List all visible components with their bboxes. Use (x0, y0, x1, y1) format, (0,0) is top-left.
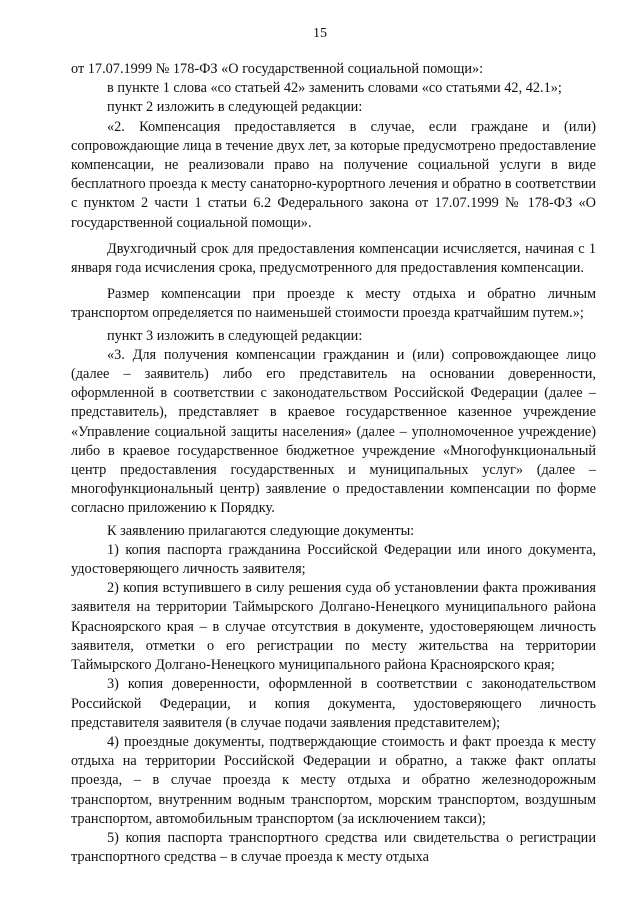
paragraph-3: пункт 2 изложить в следующей редакции: (107, 99, 363, 116)
paragraph-8: «3. Для получения компенсации гражданин и (или) сопровождающее лицо (далее – заявитель) либо его представитель на основании доверенности, оформленной в соответствии с законодательством Российской Федерации (далее – представитель), представляет в краевое государственное казенное учреждение «Управление социальной защиты населения» (далее – уполномоченное учреждение) либо в краевое государственное бюджетное учреждение «Многофункциональный центр предоставления государственных и муниципальных услуг» (далее – многофункциональный центр) заявление о предоставлении компенсации по форме согласно приложению к Порядку. (71, 346, 596, 517)
paragraph-2: в пункте 1 слова «со статьей 42» заменить словами «со статьями 42, 42.1»; (107, 80, 562, 97)
paragraph-14: 5) копия паспорта транспортного средства или свидетельства о регистрации транспортного средства – в случае проезда к месту отдыха (71, 829, 596, 866)
paragraph-12: 3) копия доверенности, оформленной в соответствии с законодательством Российской Федерации, и копия документа, удостоверяющего личность представителя заявителя (в случае подачи заявления представителем); (71, 676, 596, 731)
paragraph-1: от 17.07.1999 № 178-ФЗ «О государственной социальной помощи»: (71, 61, 484, 77)
paragraph-10: 1) копия паспорта гражданина Российской Федерации или иного документа, удостоверяющего личность заявителя; (71, 541, 596, 578)
document-body (71, 60, 596, 867)
paragraph-4: «2. Компенсация предоставляется в случае, если граждане и (или) сопровождающие лица в течение двух лет, за которые предусмотрено предоставление компенсации, не реализовали право на получение социальной услуги в виде бесплатного проезда к месту санаторно-курортного лечения и обратно в соответствии с пунктом 2 части 1 статьи 6.2 Федерального закона от 17.07.1999 № 178-ФЗ «О государственной социальной помощи». (71, 118, 596, 231)
paragraph-5: Двухгодичный срок для предоставления компенсации исчисляется, начиная с 1 января года исчисления срока, предусмотренного для предоставления компенсации. (71, 240, 596, 277)
paragraph-9: К заявлению прилагаются следующие документы: (107, 522, 415, 539)
paragraph-7: пункт 3 изложить в следующей редакции: (107, 327, 363, 344)
paragraph-6: Размер компенсации при проезде к месту отдыха и обратно личным транспортом определяется по наименьшей стоимости проезда кратчайшим путем.»; (71, 286, 596, 322)
paragraph-13: 4) проездные документы, подтверждающие стоимость и факт проезда к месту отдыха на территории Российской Федерации и обратно, а также факт оплаты проезда, – в случае проезда к месту отдыха и обратно железнодорожным транспортом, внутренним водным транспортом, морским транспортом, воздушным транспортом, автомобильным транспортом (за исключением такси); (71, 733, 596, 827)
paragraph-11: 2) копия вступившего в силу решения суда об установлении факта проживания заявителя на территории Таймырского Долгано-Ненецкого муниципального района Красноярского края – в случае отсутствия в документе, удостоверяющем личность заявителя, отметки о его регистрации по месту жительства на территории Таймырского Долгано-Ненецкого муниципального района Красноярского края; (71, 580, 596, 674)
page-number: 15 (313, 26, 327, 41)
